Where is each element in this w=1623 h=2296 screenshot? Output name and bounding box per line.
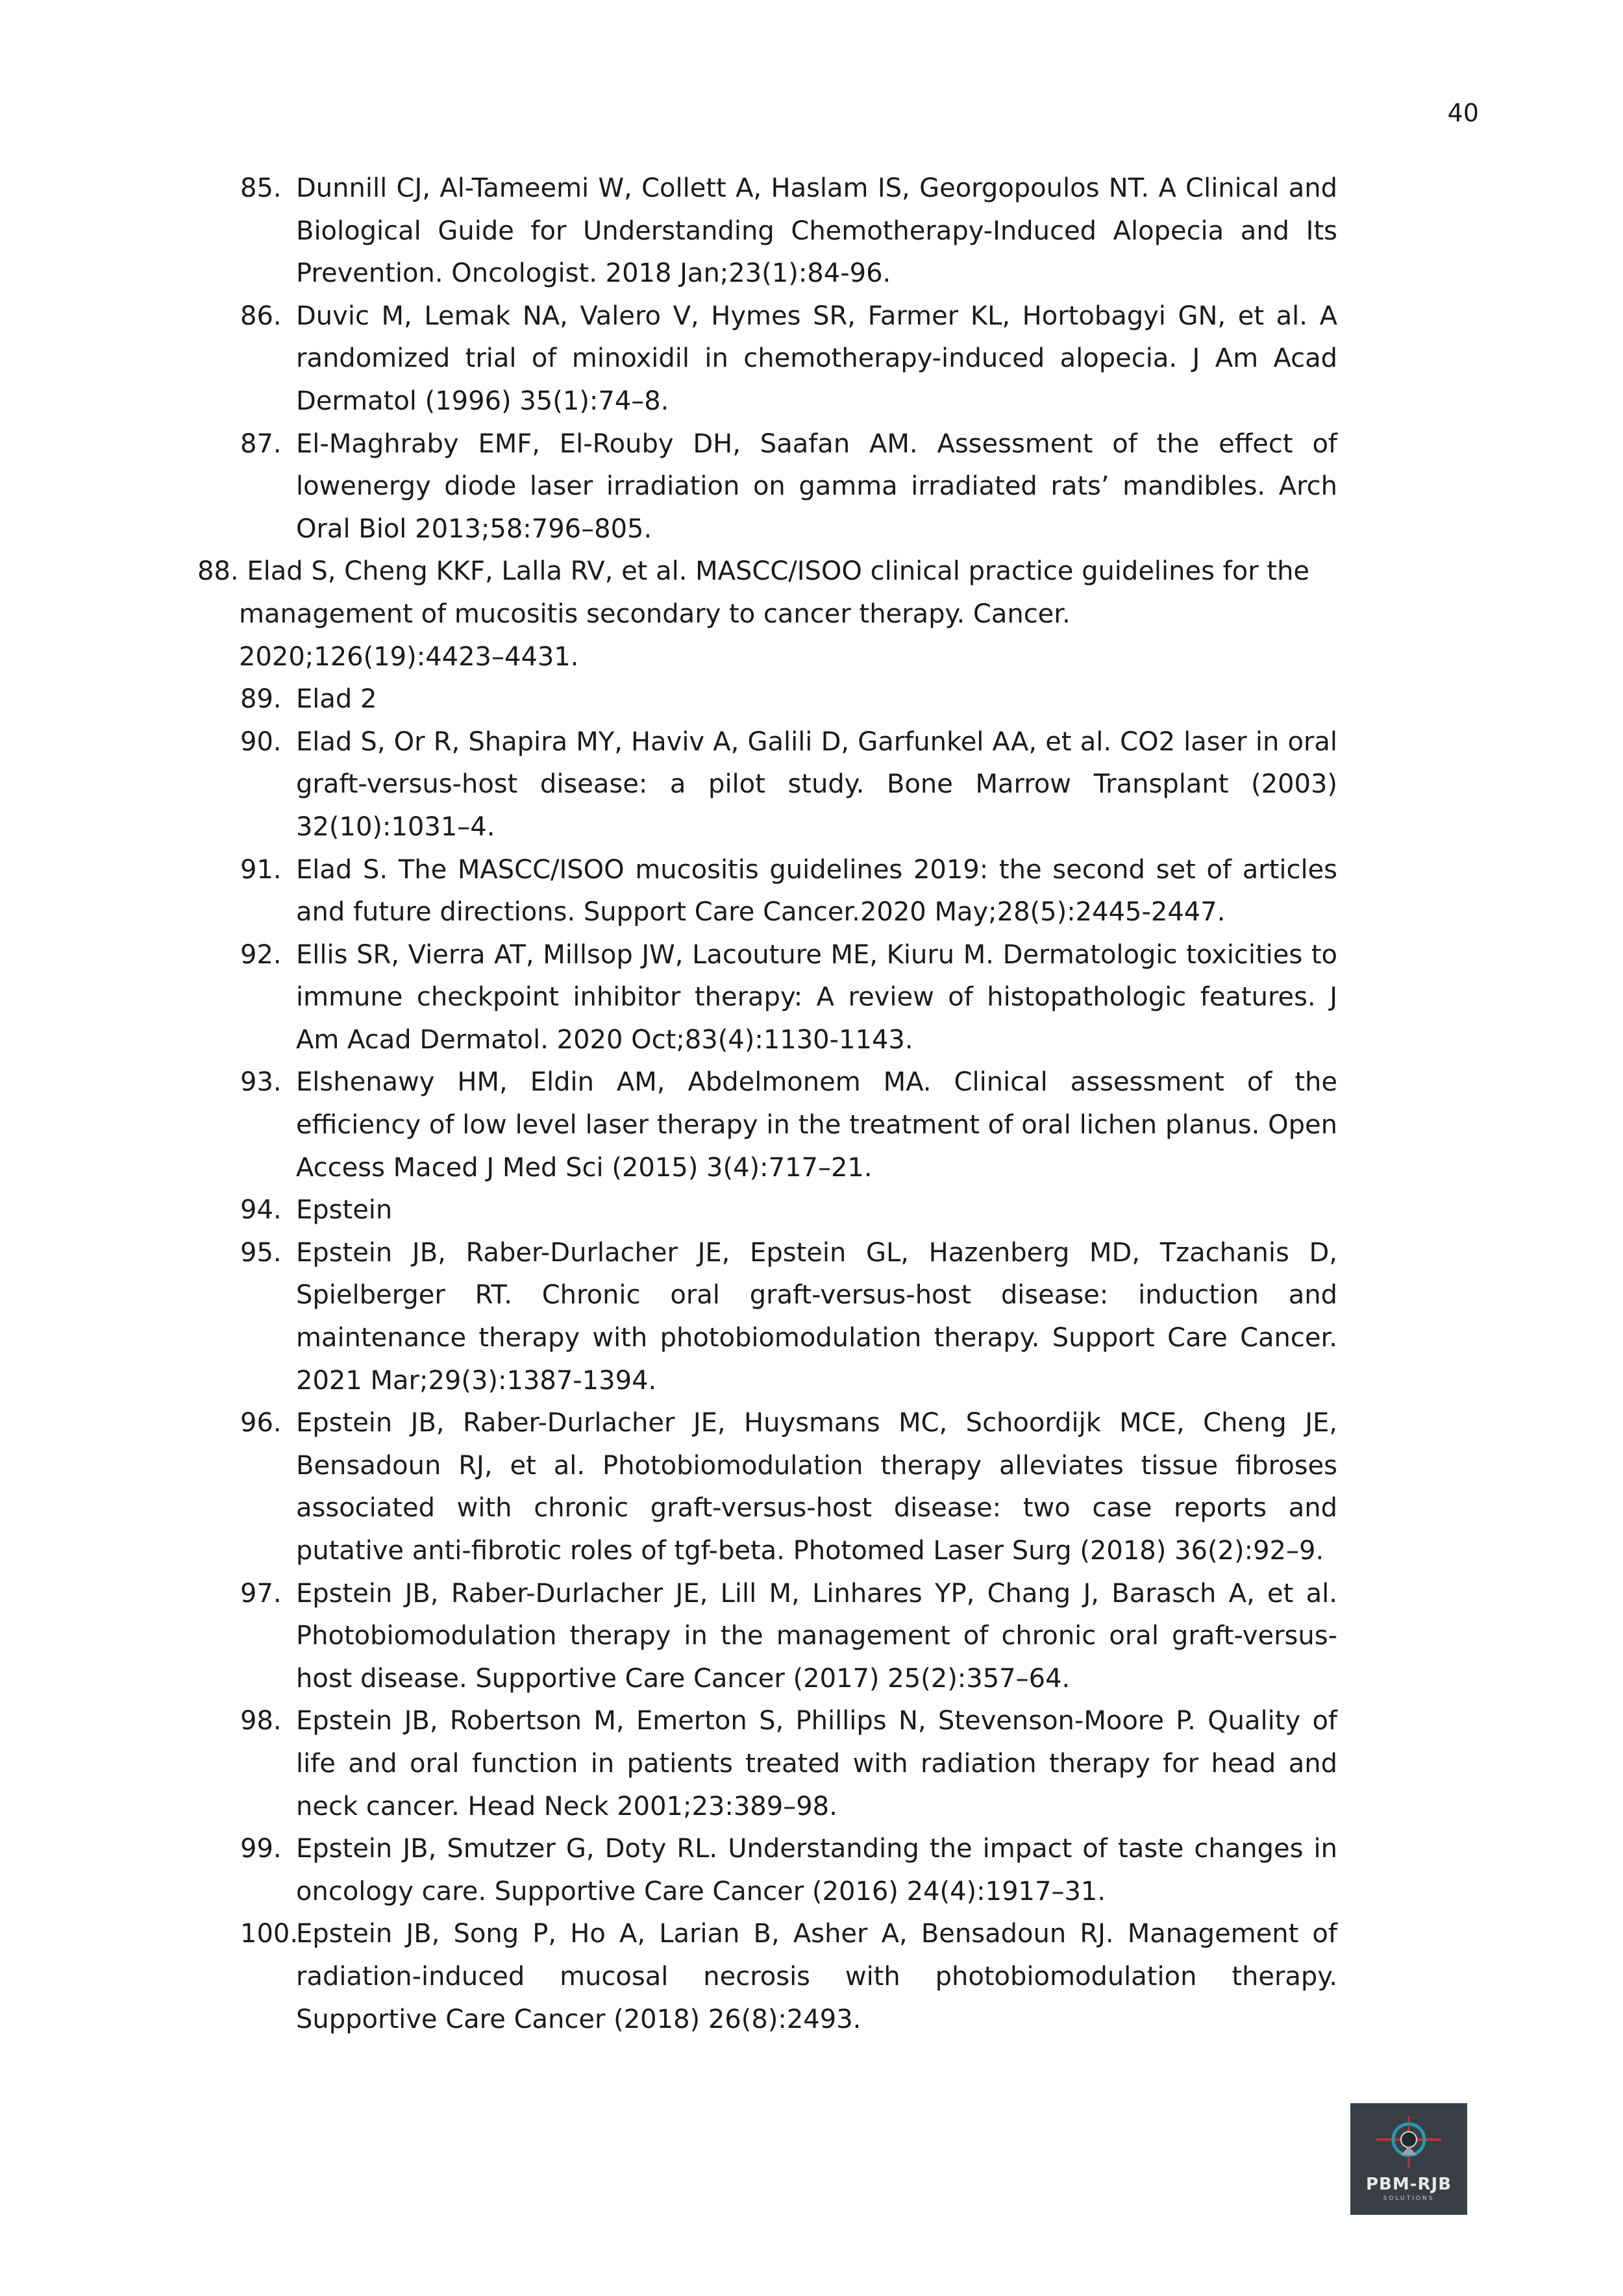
- reference-item: [240, 1828, 1337, 1913]
- reference-text: Epstein JB, Raber-Durlacher JE, Epstein GL, Hazenberg MD, Tzachanis D, Spielberger RT. Chronic oral graft-versus-host disease: induction and maintenance therapy with photobiomodulation therapy. Support Care Cancer. 2021 Mar;29(3):1387-1394.: [296, 1237, 1337, 1396]
- reference-item: [240, 1402, 1337, 1572]
- reference-number: 97.: [240, 1578, 282, 1609]
- reference-number: 99.: [240, 1834, 282, 1864]
- crosshair-logo-icon: [1350, 2103, 1467, 2175]
- reference-text-line-1: Elad S, Cheng KKF, Lalla RV, et al. MASCC/ISOO clinical practice guidelines for the: [247, 556, 1310, 587]
- reference-text: Epstein JB, Smutzer G, Doty RL. Understanding the impact of taste changes in oncology care. Supportive Care Cancer (2016) 24(4):1917–31.: [296, 1834, 1337, 1907]
- company-logo: [1350, 2103, 1467, 2215]
- reference-number: 92.: [240, 939, 282, 970]
- reference-text: Elad 2: [296, 684, 377, 715]
- logo-subtitle: SOLUTIONS: [1383, 2195, 1435, 2202]
- page-number: 40: [1447, 99, 1479, 127]
- reference-item: [240, 1061, 1337, 1189]
- reference-text: Epstein JB, Song P, Ho A, Larian B, Asher A, Bensadoun RJ. Management of radiation-induced mucosal necrosis with photobiomodulation therapy. Supportive Care Cancer (2018) 26(8):2493.: [296, 1919, 1337, 2034]
- reference-number: 91.: [240, 854, 282, 885]
- reference-item: [240, 678, 1337, 721]
- reference-number: 86.: [240, 301, 282, 331]
- reference-text: Epstein JB, Robertson M, Emerton S, Phillips N, Stevenson-Moore P. Quality of life and oral function in patients treated with radiation therapy for head and neck cancer. Head Neck 2001;23:389–98.: [296, 1706, 1337, 1821]
- reference-text-line-2: management of mucositis secondary to cancer therapy. Cancer.: [239, 599, 1071, 629]
- reference-item: [240, 167, 1337, 295]
- reference-text: Dunnill CJ, Al-Tameemi W, Collett A, Haslam IS, Georgopoulos NT. A Clinical and Biological Guide for Understanding Chemotherapy-Induced Alopecia and Its Prevention. Oncologist. 2018 Jan;23(1):84-96.: [296, 173, 1337, 289]
- reference-item: [240, 423, 1337, 551]
- reference-number: 95.: [240, 1237, 282, 1268]
- reference-item: [240, 295, 1337, 423]
- reference-item: [197, 550, 1314, 678]
- reference-number: 100.: [240, 1919, 299, 1949]
- reference-text: Epstein: [296, 1195, 393, 1226]
- reference-number: 96.: [240, 1408, 282, 1438]
- reference-text: Ellis SR, Vierra AT, Millsop JW, Lacouture ME, Kiuru M. Dermatologic toxicities to immune checkpoint inhibitor therapy: A review of histopathologic features. J Am Acad Dermatol. 2020 Oct;83(4):1130-1143.: [296, 939, 1337, 1055]
- reference-text: El-Maghraby EMF, El-Rouby DH, Saafan AM. Assessment of the effect of lowenergy diode laser irradiation on gamma irradiated rats’ mandibles. Arch Oral Biol 2013;58:796–805.: [296, 428, 1337, 544]
- reference-item: [240, 934, 1337, 1062]
- reference-item: [240, 1232, 1337, 1402]
- reference-number: 93.: [240, 1067, 282, 1098]
- reference-number: 94.: [240, 1195, 282, 1226]
- reference-text: Epstein JB, Raber-Durlacher JE, Huysmans MC, Schoordijk MCE, Cheng JE, Bensadoun RJ, et al. Photobiomodulation therapy alleviates tissue fibroses associated with chronic graft-versus-host disease: two case reports and putative anti-fibrotic roles of tgf-beta. Photomed Laser Surg (2018) 36(2):92–9.: [296, 1408, 1337, 1566]
- reference-item: [240, 721, 1337, 849]
- reference-item: [240, 1700, 1337, 1828]
- reference-number: 88.: [197, 556, 239, 587]
- reference-list: [197, 167, 1337, 2041]
- reference-text: Elshenawy HM, Eldin AM, Abdelmonem MA. Clinical assessment of the efficiency of low level laser therapy in the treatment of oral lichen planus. Open Access Maced J Med Sci (2015) 3(4):717–21.: [296, 1067, 1337, 1183]
- reference-number: 90.: [240, 726, 282, 757]
- reference-text: Elad S. The MASCC/ISOO mucositis guidelines 2019: the second set of articles and future directions. Support Care Cancer.2020 May;28(5):2445-2447.: [296, 854, 1337, 928]
- reference-item: [240, 849, 1337, 934]
- reference-item: [240, 1189, 1337, 1232]
- reference-number: 85.: [240, 173, 282, 203]
- reference-text: Epstein JB, Raber-Durlacher JE, Lill M, Linhares YP, Chang J, Barasch A, et al. Photobiomodulation therapy in the management of chronic oral graft-versus-host disease. Supportive Care Cancer (2017) 25(2):357–64.: [296, 1578, 1337, 1694]
- reference-text: Duvic M, Lemak NA, Valero V, Hymes SR, Farmer KL, Hortobagyi GN, et al. A randomized trial of minoxidil in chemotherapy-induced alopecia. J Am Acad Dermatol (1996) 35(1):74–8.: [296, 301, 1337, 416]
- reference-number: 89.: [240, 684, 282, 715]
- reference-text: Elad S, Or R, Shapira MY, Haviv A, Galili D, Garfunkel AA, et al. CO2 laser in oral graft-versus-host disease: a pilot study. Bone Marrow Transplant (2003) 32(10):1031–4.: [296, 726, 1337, 842]
- reference-number: 87.: [240, 428, 282, 459]
- reference-item: [240, 1913, 1337, 2041]
- reference-number: 98.: [240, 1706, 282, 1736]
- reference-item: [240, 1573, 1337, 1701]
- reference-text-line-3: 2020;126(19):4423–4431.: [239, 641, 579, 672]
- logo-name: PBM-RJB: [1365, 2175, 1452, 2194]
